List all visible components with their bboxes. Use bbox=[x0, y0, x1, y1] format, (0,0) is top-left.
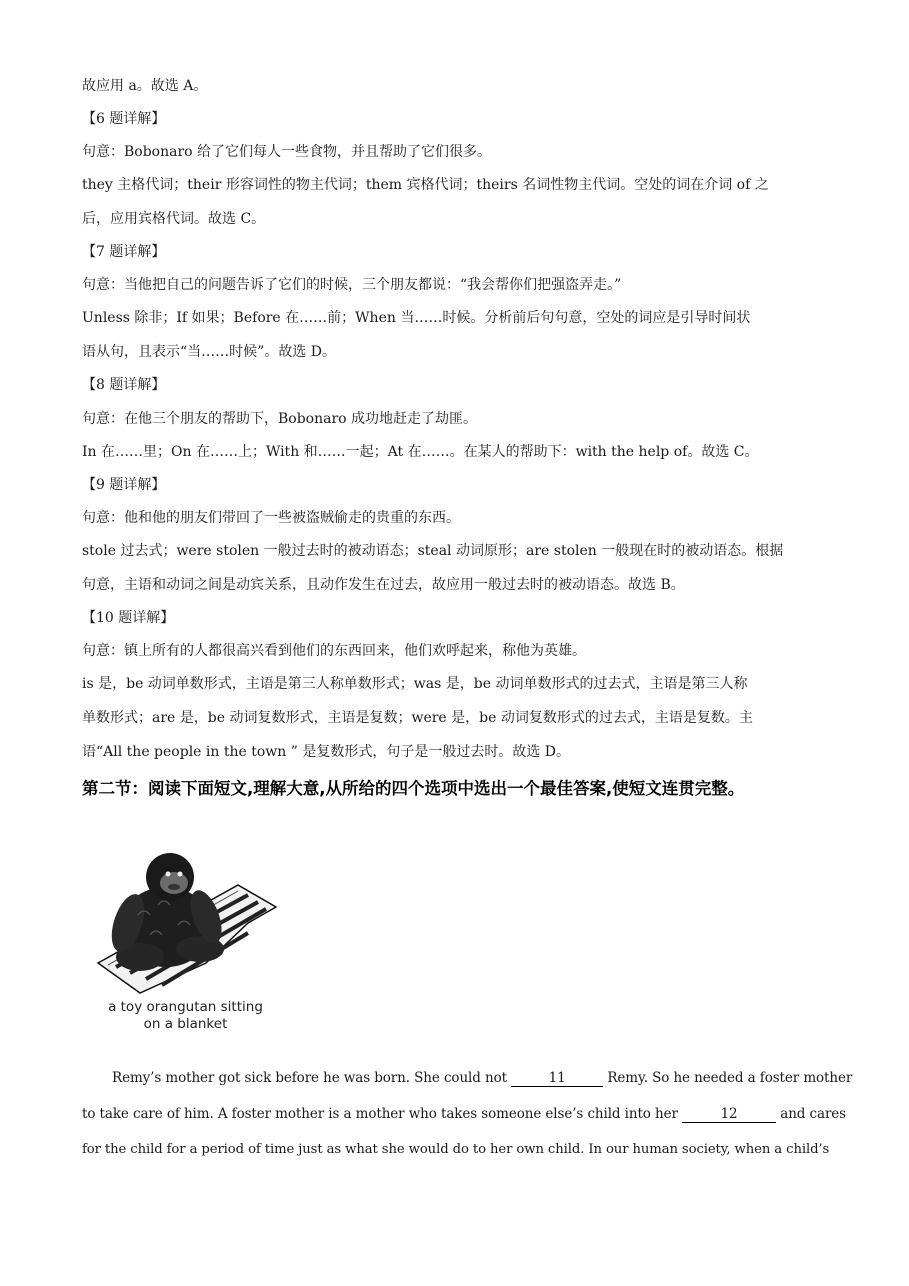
question-10-heading: 【10 题详解】 bbox=[82, 610, 175, 626]
figure-caption-line-2: on a blanket bbox=[143, 1016, 228, 1032]
blank-12[interactable]: 12 bbox=[682, 1106, 776, 1123]
text-line: In 在……里；On 在……上；With 和……一起；At 在……。在某人的帮助下：with the help of。故选 C。 bbox=[82, 444, 759, 460]
passage-text: Remy. So he needed a foster mother bbox=[603, 1070, 853, 1086]
orangutan-figure bbox=[88, 845, 283, 1035]
text-line: 故应用 a。故选 A。 bbox=[82, 78, 208, 94]
blank-11[interactable]: 11 bbox=[511, 1070, 603, 1087]
text-line: 句意，主语和动词之间是动宾关系，且动作发生在过去，故应用一般过去时的被动语态。故选 B。 bbox=[82, 577, 685, 593]
text-line: 语从句，且表示“当……时候”。故选 D。 bbox=[82, 344, 336, 360]
text-line: 句意：他和他的朋友们带回了一些被盗贼偷走的贵重的东西。 bbox=[82, 510, 460, 526]
passage-text: to take care of him. A foster mother is a mother who takes someone else’s child into her bbox=[82, 1106, 683, 1122]
passage-text: and cares bbox=[776, 1106, 847, 1122]
text-line: they 主格代词；their 形容词性的物主代词；them 宾格代词；theirs 名词性物主代词。空处的词在介词 of 之 bbox=[82, 177, 769, 193]
section-heading: 第二节：阅读下面短文,理解大意,从所给的四个选项中选出一个最佳答案,使短文连贯完整。 bbox=[82, 779, 745, 798]
passage-text: Remy’s mother got sick before he was born. She could not bbox=[112, 1070, 512, 1086]
text-line: 句意：Bobonaro 给了它们每人一些食物，并且帮助了它们很多。 bbox=[82, 144, 492, 160]
question-9-heading: 【9 题详解】 bbox=[82, 477, 166, 493]
text-line: 句意：在他三个朋友的帮助下，Bobonaro 成功地赶走了劫匪。 bbox=[82, 411, 478, 427]
passage-line bbox=[82, 1068, 852, 1088]
passage-line bbox=[82, 1104, 846, 1124]
toy-orangutan-illustration bbox=[88, 845, 283, 995]
text-line: 句意：镇上所有的人都很高兴看到他们的东西回来，他们欢呼起来，称他为英雄。 bbox=[82, 643, 586, 659]
question-7-heading: 【7 题详解】 bbox=[82, 244, 166, 260]
text-line: is 是，be 动词单数形式，主语是第三人称单数形式；was 是，be 动词单数形式的过去式，主语是第三人称 bbox=[82, 676, 748, 692]
figure-caption-line-1: a toy orangutan sitting bbox=[108, 999, 263, 1015]
text-line: 单数形式；are 是，be 动词复数形式，主语是复数；were 是，be 动词复数形式的过去式，主语是复数。主 bbox=[82, 710, 753, 726]
passage-line: for the child for a period of time just as what she would do to her own child. In our human society, when a child’s bbox=[82, 1142, 830, 1157]
question-8-heading: 【8 题详解】 bbox=[82, 377, 166, 393]
text-line: Unless 除非；If 如果；Before 在……前；When 当……时候。分析前后句句意，空处的词应是引导时间状 bbox=[82, 310, 751, 326]
text-line: 句意：当他把自己的问题告诉了它们的时候，三个朋友都说：“我会帮你们把强盗弄走。” bbox=[82, 277, 622, 293]
text-line: 语“All the people in the town ” 是复数形式，句子是一般过去时。故选 D。 bbox=[82, 744, 571, 760]
question-6-heading: 【6 题详解】 bbox=[82, 111, 166, 127]
text-line: 后，应用宾格代词。故选 C。 bbox=[82, 211, 266, 227]
text-line: stole 过去式；were stolen 一般过去时的被动语态；steal 动词原形；are stolen 一般现在时的被动语态。根据 bbox=[82, 543, 784, 559]
